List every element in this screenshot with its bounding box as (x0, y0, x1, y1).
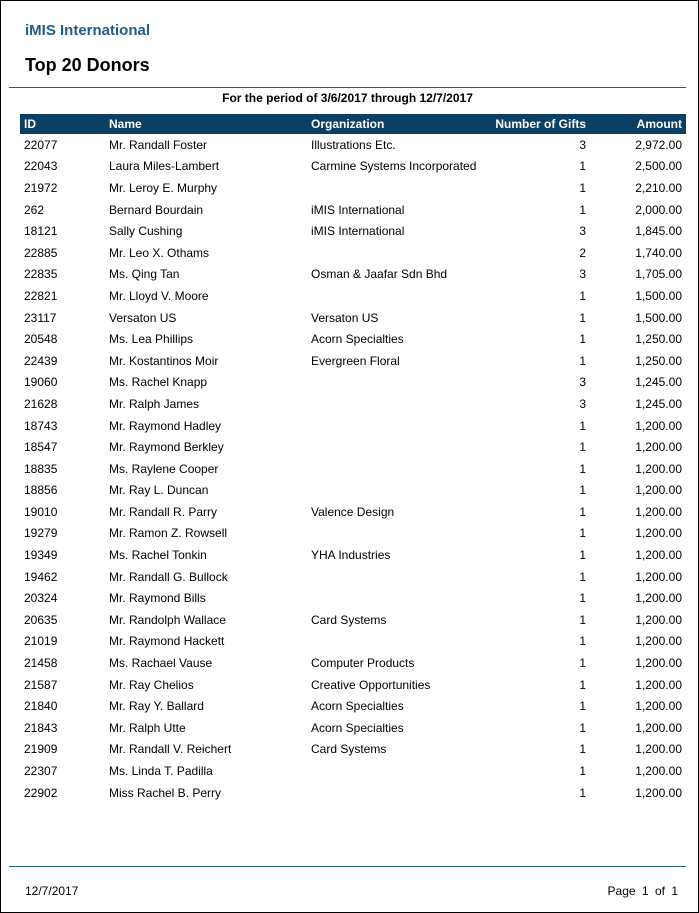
cell-name: Mr. Lloyd V. Moore (109, 288, 209, 303)
cell-organization (307, 436, 487, 458)
cell-organization (307, 415, 487, 437)
cell-amount: 1,500.00 (635, 310, 682, 325)
cell-name: Mr. Kostantinos Moir (109, 353, 219, 368)
cell-id: 19279 (24, 526, 58, 541)
cell-amount: 2,500.00 (635, 159, 682, 174)
cell-id: 22439 (24, 353, 58, 368)
cell-id: 262 (24, 202, 45, 217)
cell-number-of-gifts: 1 (579, 634, 586, 649)
cell-id: 22307 (24, 764, 58, 779)
donors-table (20, 114, 686, 803)
cell-organization: Acorn Specialties (311, 332, 404, 347)
report-title: Top 20 Donors (25, 55, 150, 75)
page-of: of (654, 884, 665, 898)
cell-number-of-gifts: 3 (579, 267, 586, 282)
cell-number-of-gifts: 3 (579, 137, 586, 152)
table-row (20, 436, 686, 458)
cell-id: 22077 (24, 137, 58, 152)
cell-name: Mr. Ramon Z. Rowsell (109, 526, 228, 541)
cell-amount: 1,200.00 (635, 656, 682, 671)
cell-number-of-gifts: 1 (579, 310, 586, 325)
cell-number-of-gifts: 1 (579, 656, 586, 671)
table-row (20, 739, 686, 761)
cell-name: Mr. Raymond Berkley (109, 440, 224, 455)
cell-amount: 1,705.00 (635, 267, 682, 282)
cell-number-of-gifts: 1 (579, 612, 586, 627)
cell-organization: YHA Industries (311, 548, 391, 563)
table-row (20, 544, 686, 566)
cell-number-of-gifts: 1 (579, 720, 586, 735)
cell-number-of-gifts: 1 (579, 418, 586, 433)
cell-id: 20324 (24, 591, 58, 606)
cell-number-of-gifts: 1 (579, 742, 586, 757)
cell-number-of-gifts: 1 (579, 548, 586, 563)
cell-organization: Valence Design (311, 504, 395, 519)
page-label: Page (607, 884, 636, 898)
cell-organization: Illustrations Etc. (311, 137, 396, 152)
cell-amount: 1,200.00 (635, 418, 682, 433)
cell-name: Mr. Raymond Hackett (109, 634, 225, 649)
cell-name: Mr. Ray Chelios (109, 677, 194, 692)
table-row (20, 307, 686, 329)
cell-id: 21587 (24, 677, 58, 692)
cell-organization: Osman & Jaafar Sdn Bhd (311, 267, 448, 282)
cell-id: 19060 (24, 375, 58, 390)
cell-amount: 1,200.00 (635, 634, 682, 649)
cell-organization (307, 631, 487, 653)
cell-amount: 1,200.00 (635, 526, 682, 541)
table-row (20, 415, 686, 437)
cell-number-of-gifts: 1 (579, 202, 586, 217)
footer-date: 12/7/2017 (25, 884, 79, 898)
table-row (20, 264, 686, 286)
table-row (20, 587, 686, 609)
table-row (20, 631, 686, 653)
table-row (20, 717, 686, 739)
cell-number-of-gifts: 1 (579, 180, 586, 195)
cell-id: 22821 (24, 288, 58, 303)
cell-name: Ms. Rachel Knapp (109, 375, 208, 390)
cell-name: Mr. Leo X. Othams (109, 245, 210, 260)
cell-id: 22043 (24, 159, 58, 174)
cell-organization (307, 372, 487, 394)
cell-organization (307, 242, 487, 264)
cell-organization: iMIS International (311, 224, 405, 239)
cell-organization (307, 480, 487, 502)
cell-name: Mr. Ray L. Duncan (109, 483, 209, 498)
cell-organization: Computer Products (311, 656, 415, 671)
cell-amount: 1,845.00 (635, 224, 682, 239)
cell-name: Mr. Ray Y. Ballard (109, 699, 204, 714)
cell-number-of-gifts: 1 (579, 288, 586, 303)
cell-name: Ms. Raylene Cooper (109, 461, 219, 476)
column-header-number-of-gifts: Number of Gifts (487, 114, 590, 134)
cell-name: Ms. Rachael Vause (109, 656, 213, 671)
cell-name: Ms. Rachel Tonkin (109, 548, 207, 563)
cell-id: 19462 (24, 569, 58, 584)
footer-divider (9, 866, 686, 867)
cell-id: 21458 (24, 656, 58, 671)
column-header-name: Name (105, 114, 307, 134)
cell-number-of-gifts: 1 (579, 569, 586, 584)
cell-organization (307, 760, 487, 782)
cell-amount: 1,200.00 (635, 591, 682, 606)
cell-name: Mr. Randall R. Parry (109, 504, 218, 519)
cell-amount: 1,200.00 (635, 569, 682, 584)
cell-amount: 1,200.00 (635, 548, 682, 563)
cell-number-of-gifts: 1 (579, 526, 586, 541)
cell-organization: iMIS International (311, 202, 405, 217)
cell-name: Mr. Randall G. Bullock (109, 569, 228, 584)
cell-amount: 1,200.00 (635, 612, 682, 627)
table-row (20, 328, 686, 350)
cell-name: Mr. Ralph Utte (109, 720, 186, 735)
cell-organization: Card Systems (311, 612, 387, 627)
cell-organization (307, 177, 487, 199)
table-header-row (20, 114, 686, 134)
cell-number-of-gifts: 1 (579, 461, 586, 476)
column-header-organization: Organization (307, 114, 487, 134)
cell-number-of-gifts: 1 (579, 159, 586, 174)
cell-name: Mr. Leroy E. Murphy (109, 180, 218, 195)
cell-amount: 1,200.00 (635, 461, 682, 476)
cell-organization (307, 458, 487, 480)
cell-number-of-gifts: 3 (579, 375, 586, 390)
table-row (20, 372, 686, 394)
cell-amount: 1,200.00 (635, 440, 682, 455)
cell-number-of-gifts: 1 (579, 591, 586, 606)
cell-amount: 2,972.00 (635, 137, 682, 152)
cell-name: Ms. Lea Phillips (109, 332, 194, 347)
table-row (20, 501, 686, 523)
cell-amount: 1,200.00 (635, 699, 682, 714)
cell-id: 18743 (24, 418, 58, 433)
cell-id: 18835 (24, 461, 58, 476)
cell-name: Sally Cushing (109, 224, 183, 239)
cell-organization (307, 523, 487, 545)
cell-number-of-gifts: 1 (579, 764, 586, 779)
table-row (20, 695, 686, 717)
cell-number-of-gifts: 1 (579, 332, 586, 347)
cell-amount: 1,200.00 (635, 504, 682, 519)
cell-amount: 1,245.00 (635, 396, 682, 411)
cell-organization: Acorn Specialties (311, 699, 404, 714)
cell-name: Ms. Linda T. Padilla (109, 764, 213, 779)
table-row (20, 652, 686, 674)
table-row (20, 760, 686, 782)
table-row (20, 458, 686, 480)
cell-id: 19010 (24, 504, 58, 519)
cell-name: Mr. Raymond Bills (109, 591, 206, 606)
column-header-amount: Amount (590, 114, 686, 134)
table-row (20, 199, 686, 221)
cell-organization: Versaton US (311, 310, 379, 325)
cell-amount: 1,500.00 (635, 288, 682, 303)
cell-organization (307, 566, 487, 588)
cell-name: Laura Miles-Lambert (109, 159, 220, 174)
page-number (605, 884, 678, 898)
cell-name: Versaton US (109, 310, 177, 325)
page-current: 1 (641, 884, 649, 898)
cell-number-of-gifts: 1 (579, 677, 586, 692)
table-row (20, 350, 686, 372)
cell-organization (307, 782, 487, 804)
cell-amount: 1,200.00 (635, 742, 682, 757)
cell-amount: 1,250.00 (635, 332, 682, 347)
table-row (20, 242, 686, 264)
table-row (20, 609, 686, 631)
cell-amount: 1,740.00 (635, 245, 682, 260)
cell-id: 18856 (24, 483, 58, 498)
cell-name: Mr. Randall V. Reichert (109, 742, 232, 757)
cell-number-of-gifts: 1 (579, 785, 586, 800)
cell-id: 23117 (24, 310, 57, 325)
cell-number-of-gifts: 3 (579, 224, 586, 239)
table-row (20, 523, 686, 545)
cell-amount: 1,200.00 (635, 677, 682, 692)
cell-organization: Carmine Systems Incorporated (311, 159, 477, 174)
cell-id: 21972 (24, 180, 58, 195)
cell-organization (307, 393, 487, 415)
table-row (20, 566, 686, 588)
column-header-id: ID (20, 114, 105, 134)
cell-name: Mr. Raymond Hadley (109, 418, 222, 433)
cell-id: 21019 (24, 634, 58, 649)
cell-amount: 1,200.00 (635, 764, 682, 779)
cell-id: 21628 (24, 396, 58, 411)
cell-number-of-gifts: 1 (579, 504, 586, 519)
cell-name: Mr. Randall Foster (109, 137, 208, 152)
table-row (20, 782, 686, 804)
cell-id: 20548 (24, 332, 58, 347)
table-row (20, 480, 686, 502)
cell-amount: 1,245.00 (635, 375, 682, 390)
cell-organization: Creative Opportunities (311, 677, 431, 692)
cell-id: 20635 (24, 612, 58, 627)
cell-organization: Card Systems (311, 742, 387, 757)
table-row (20, 393, 686, 415)
donors-table-body (20, 134, 686, 803)
table-row (20, 285, 686, 307)
cell-amount: 1,250.00 (635, 353, 682, 368)
cell-amount: 2,000.00 (635, 202, 682, 217)
table-row (20, 177, 686, 199)
cell-amount: 1,200.00 (635, 785, 682, 800)
cell-id: 19349 (24, 548, 58, 563)
cell-number-of-gifts: 2 (579, 245, 586, 260)
cell-name: Ms. Qing Tan (109, 267, 180, 282)
cell-organization: Evergreen Floral (311, 353, 400, 368)
cell-organization (307, 285, 487, 307)
cell-number-of-gifts: 3 (579, 396, 586, 411)
cell-number-of-gifts: 1 (579, 353, 586, 368)
cell-name: Mr. Ralph James (109, 396, 200, 411)
cell-name: Miss Rachel B. Perry (109, 785, 222, 800)
cell-number-of-gifts: 1 (579, 440, 586, 455)
cell-organization (307, 587, 487, 609)
cell-id: 22902 (24, 785, 58, 800)
cell-name: Mr. Randolph Wallace (109, 612, 226, 627)
cell-amount: 1,200.00 (635, 720, 682, 735)
cell-id: 21843 (24, 720, 58, 735)
cell-id: 21909 (24, 742, 58, 757)
cell-organization: Acorn Specialties (311, 720, 404, 735)
cell-amount: 2,210.00 (635, 180, 682, 195)
cell-amount: 1,200.00 (635, 483, 682, 498)
table-row (20, 674, 686, 696)
organization-name: iMIS International (25, 22, 151, 39)
report-period: For the period of 3/6/2017 through 12/7/2017 (222, 91, 473, 105)
table-row (20, 156, 686, 178)
cell-id: 21840 (24, 699, 58, 714)
table-row (20, 134, 686, 156)
header-divider (9, 87, 686, 88)
cell-id: 22835 (24, 267, 58, 282)
page-total: 1 (671, 884, 678, 898)
cell-number-of-gifts: 1 (579, 699, 586, 714)
cell-id: 22885 (24, 245, 58, 260)
cell-id: 18547 (24, 440, 58, 455)
table-row (20, 220, 686, 242)
cell-id: 18121 (24, 224, 58, 239)
cell-name: Bernard Bourdain (109, 202, 204, 217)
cell-number-of-gifts: 1 (579, 483, 586, 498)
